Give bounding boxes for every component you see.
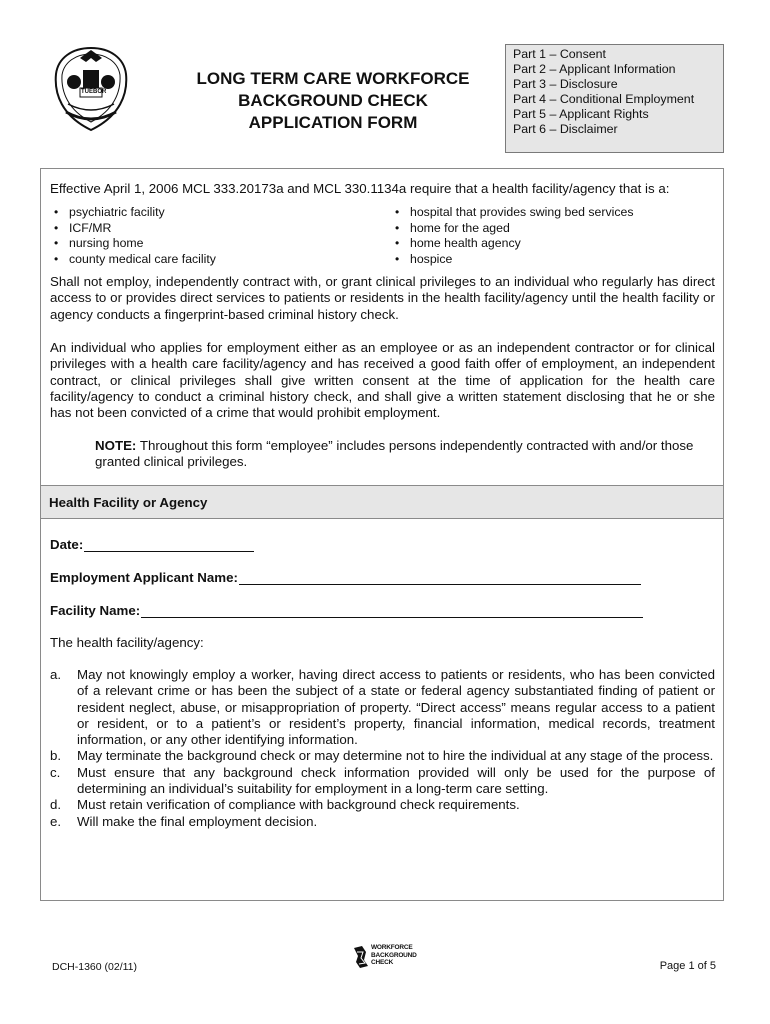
facility-type-item: • hospital that provides swing bed services [393, 205, 634, 221]
list-marker: a. [50, 667, 62, 682]
obligations-list [50, 667, 715, 830]
list-item-text: May terminate the background check or may determine not to hire the individual at any stage of the process. [77, 748, 714, 764]
date-label: Date: [50, 537, 84, 552]
section-header-facility: Health Facility or Agency [41, 485, 723, 519]
list-item-text: Will make the final employment decision. [77, 813, 318, 829]
footer-logo-text: WORKFORCE BACKGROUND CHECK [371, 944, 417, 966]
list-item-text: May not knowingly employ a worker, having direct access to patients or residents, who has been convicted of a relevant crime or has been the subject of a state or federal agency substantiated finding of patient or resident neglect, abuse, or misappropriation of property. “Direct access” means regular access to a patient or resident, or to a patient’s or resident’s property, financial information, medical records, treatment information, or any other identifying information. [77, 667, 715, 748]
list-item [50, 797, 715, 813]
list-item-text: Must ensure that any background check information provided will only be used for the purpose of determining an individual’s suitability for employment in a long-term care setting. [77, 764, 715, 797]
paragraph-consent: An individual who applies for employment either as an employee or as an independent contractor or for clinical privileges with a health care facility/agency and has received a good faith offer of employment, an independent contract, or clinical privileges shall give written consent at the time of application for the health care facility/agency to conduct a criminal history check, and shall give a written statement disclosing that he or she has not been convicted of a crime that would prohibit employment. [50, 340, 715, 421]
facility-types-right [393, 205, 634, 267]
list-item [50, 765, 715, 798]
title-line: BACKGROUND CHECK [238, 91, 428, 110]
note-label: NOTE: [95, 438, 137, 453]
form-parts-list [505, 44, 724, 153]
facility-type-item: • home health agency [393, 236, 634, 252]
note-text [95, 438, 705, 471]
facility-type-item: • ICF/MR [52, 221, 216, 237]
list-marker: e. [50, 813, 62, 829]
date-input-line[interactable] [84, 538, 254, 552]
facility-name-label: Facility Name: [50, 603, 141, 618]
part-item: Part 3 – Disclosure [513, 77, 618, 91]
form-number: DCH-1360 (02/11) [52, 961, 138, 973]
list-item-text: Must retain verification of compliance with background check requirements. [77, 797, 520, 813]
page-number: Page 1 of 5 [659, 960, 716, 972]
facility-name-input-line[interactable] [141, 604, 643, 618]
facility-types-left [52, 205, 216, 267]
list-item [50, 814, 715, 830]
part-item: Part 6 – Disclaimer [513, 122, 618, 136]
title-line: APPLICATION FORM [248, 113, 418, 132]
form-title [160, 68, 506, 134]
note-body: Throughout this form “employee” includes persons independently contracted with and/or those granted clinical privileges. [95, 438, 694, 470]
list-marker: c. [50, 764, 61, 780]
applicant-name-label: Employment Applicant Name: [50, 570, 238, 585]
part-item: Part 5 – Applicant Rights [513, 107, 649, 121]
lead-in-text: The health facility/agency: [50, 635, 204, 650]
list-item [50, 667, 715, 748]
facility-type-item: • home for the aged [393, 221, 634, 237]
seal-motto: TUEBOR [81, 89, 107, 95]
applicant-name-field[interactable] [50, 570, 641, 585]
main-form-box [40, 168, 724, 901]
facility-type-item: • county medical care facility [52, 252, 216, 268]
facility-type-item: • psychiatric facility [52, 205, 216, 221]
facility-name-field[interactable] [50, 603, 643, 618]
list-item [50, 748, 715, 764]
applicant-name-input-line[interactable] [239, 571, 641, 585]
list-marker: b. [50, 748, 62, 764]
title-line: LONG TERM CARE WORKFORCE [196, 69, 470, 88]
part-item: Part 2 – Applicant Information [513, 62, 676, 76]
part-item: Part 1 – Consent [513, 47, 606, 61]
list-marker: d. [50, 797, 62, 813]
part-item: Part 4 – Conditional Employment [513, 92, 695, 106]
facility-type-item: • hospice [393, 252, 634, 268]
paragraph-prohibition: Shall not employ, independently contract with, or grant clinical privileges to an individual who regularly has direct access to or provides direct services to patients or residents in the health facility/agency until the health facility or agency conducts a fingerprint-based criminal history check. [50, 274, 715, 322]
date-field[interactable] [50, 537, 254, 552]
facility-type-item: • nursing home [52, 236, 216, 252]
intro-text: Effective April 1, 2006 MCL 333.20173a and MCL 330.1134a require that a health facility/agency that is a: [50, 181, 670, 196]
